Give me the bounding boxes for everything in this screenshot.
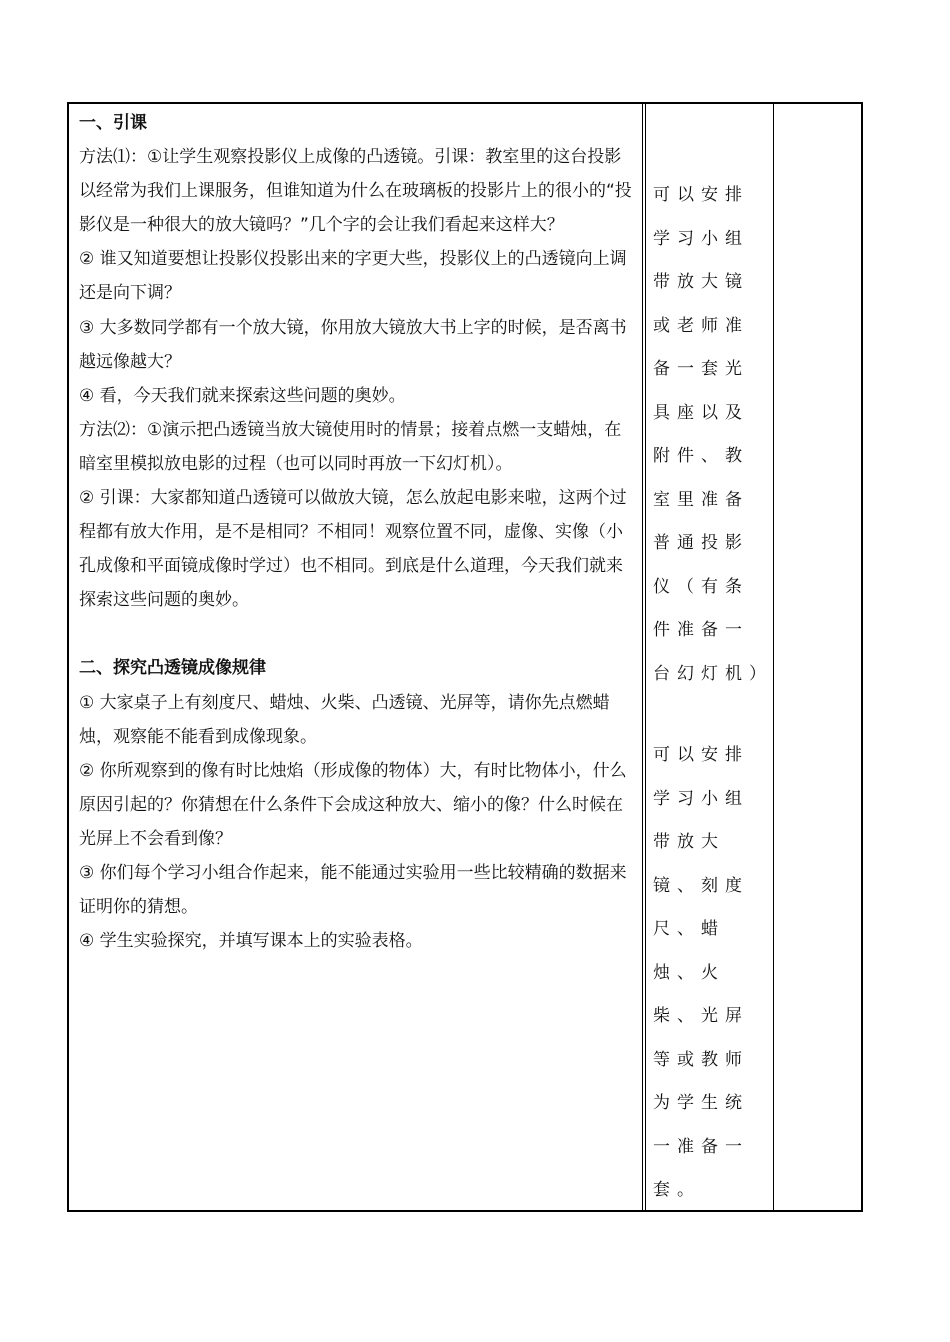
section1-paragraph: 方法⑴：①让学生观察投影仪上成像的凸透镜。引课：教室里的这台投影以经常为我们上课服务，但谁知道为什么在玻璃板的投影片上的很小的“投影仪是一种很大的放大镜吗？”几个字的会让我们看起来这样大？ <box>79 147 632 236</box>
main-content-cell <box>79 106 634 958</box>
section1-paragraph: ② 引课：大家都知道凸透镜可以做放大镜，怎么放起电影来啦，这两个过程都有放大作用，是不是相同？不相同！观察位置不同，虚像、实像（小孔成像和平面镜成像时学过）也不相同。到底是什么道理，今天我们就来探索这些问题的奥妙。 <box>79 488 627 611</box>
teaching-note-2: 可以安排学习小组带放大镜、刻度尺、蜡烛、火柴、光屏等或教师为学生统一准备一套。 <box>653 745 749 1200</box>
section1-paragraph: 方法⑵：①演示把凸透镜当放大镜使用时的情景；接着点燃一支蜡烛，在暗室里模拟放电影的过程（也可以同时再放一下幻灯机）。 <box>79 419 622 474</box>
column-divider <box>773 104 774 1210</box>
section2-paragraph: ③ 你们每个学习小组合作起来，能不能通过实验用一些比较精确的数据来证明你的猜想。 <box>79 862 627 918</box>
column-divider <box>645 104 646 1210</box>
section2-paragraph: ④ 学生实验探究，并填写课本上的实验表格。 <box>79 931 423 952</box>
column-divider <box>642 104 643 1210</box>
section1-paragraph: ② 谁又知道要想让投影仪投影出来的字更大些，投影仪上的凸透镜向上调还是向下调？ <box>79 249 627 304</box>
section2-paragraph: ② 你所观察到的像有时比烛焰（形成像的物体）大，有时比物体小，什么原因引起的？你猜想在什么条件下会成这种放大、缩小的像？什么时候在光屏上不会看到像？ <box>79 760 627 849</box>
lesson-table <box>67 102 863 1212</box>
section2-heading: 二、探究凸透镜成像规律 <box>79 658 266 679</box>
section1-paragraph: ③ 大多数同学都有一个放大镜，你用放大镜放大书上字的时候，是否离书越远像越大？ <box>79 317 627 372</box>
teaching-note-1: 可以安排学习小组带放大镜或老师准备一套光具座以及附件、教室里准备普通投影仪（有条件准备一台幻灯机） <box>653 185 773 684</box>
section1-paragraph: ④ 看，今天我们就来探索这些问题的奥妙。 <box>79 385 406 406</box>
section1-heading: 一、引课 <box>79 113 147 133</box>
spacer <box>79 617 634 651</box>
section2-paragraph: ① 大家桌子上有刻度尺、蜡烛、火柴、凸透镜、光屏等，请你先点燃蜡烛，观察能不能看到成像现象。 <box>79 692 610 747</box>
